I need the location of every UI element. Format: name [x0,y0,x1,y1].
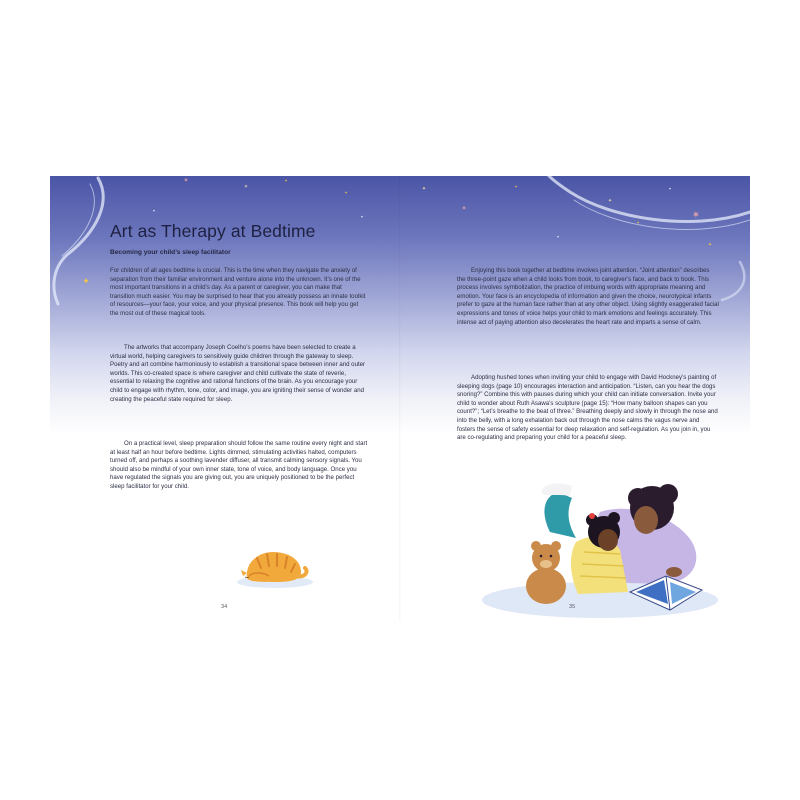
reading-together-illustration [480,472,720,622]
star-icon: ✦ [556,235,560,239]
star-icon: ✦ [707,242,713,248]
star-icon: ✶ [183,177,189,184]
star-icon: ✦ [344,190,348,195]
star-icon: ✦ [82,277,90,287]
page-number: 35 [569,604,576,610]
star-icon: ✶ [461,205,467,212]
body-paragraph: Enjoying this book together at bedtime involves joint attention. “Joint attention” describes the three-point gaze when a child looks from book, to caregiver’s face, and back to book. This process involves symbolization, the practice of imbuing words with appropriate meaning and emotion. Your face is an encyclopedia of information and given the choice, neurotypical infants prefer to gaze at the human face rather than at any other object. Using slightly exaggerated facial expressions and tones of voice helps your child to mark emotions and feelings accurately. This intense act of paying attention also decelerates the heart rate and imparts a sense of calm. [457,267,719,326]
star-icon: ✶ [243,184,249,190]
star-icon: ✶ [691,210,701,221]
page-subtitle: Becoming your child’s sleep facilitator [110,249,231,256]
swirl-right-thin [574,200,750,229]
book-spread [50,176,750,622]
star-icon: ✦ [514,184,518,189]
page-gutter [399,176,401,622]
star-icon: ✦ [360,215,364,219]
swirl-right [546,176,750,221]
body-paragraph: On a practical level, sleep preparation should follow the same routine every night and start at least half an hour before bedtime. Lights dimmed, stimulating activities halted, computers turned off, and perhaps a soothing lavender diffuser, all transmit calming sensory signals. You should also be mindful of your own inner state, tone of voice, and body language. Once you have regulated the signals you are giving out, you are uniquely positioned to be the perfect sleep facilitator for your child. [110,440,368,490]
swirl-left [54,178,103,304]
sleeping-cat-illustration [235,542,315,590]
star-icon: ✦ [668,187,672,191]
star-icon: ✦ [636,220,640,225]
body-paragraph: Adopting hushed tones when inviting your child to engage with David Hockney’s painting of sleeping dogs (page 10) encourages interaction and anticipation. “Listen, can you hear the dogs snoring?” Combine this with pauses during which your child can initiate conversation. Invite your child to wonder about Ruth Asawa’s sculpture (page 15): “How many balloon shapes can you count?”; “Let’s breathe to the beat of three.” Breathing deeply and slowly in through the nose and into the belly, with a long exhalation back out through the nose calms the vagus nerve and fosters the sense of safety essential for deep relaxation and self-regulation. As you join in, you are co-regulating and preparing your child for a peaceful sleep. [457,374,718,442]
body-paragraph: For children of all ages bedtime is crucial. This is the time when they navigate the anxiety of separation from their familiar environment and venture alone into the unknown. It’s one of the most important transitions in a child’s day. As a parent or caregiver, you can make that transition much easier. You may be surprised to hear that you already possess an innate toolkit of resources—your face, your voice, and your physical presence. This book will help you get the most out of these magical tools. [110,267,366,317]
star-icon: ✦ [284,178,288,183]
star-icon: ✦ [607,198,613,204]
star-icon: ✦ [152,209,156,213]
swirl-right-lower [722,262,744,300]
page-number: 34 [221,604,228,610]
page-title: Art as Therapy at Bedtime [110,221,316,241]
body-paragraph: The artworks that accompany Joseph Coelho’s poems have been selected to create a virtual world, helping caregivers to sensitively guide children through the gateway to sleep. Poetry and art combine harmoniously to establish a transitional space between inner and outer worlds. This co-created space is where caregiver and child cultivate the state of reverie, essential to relaxing the cognitive and rational functions of the brain. As you encourage your child to engage with rhythm, tone, color, and image, you are igniting their sense of wonder and creating the peaceful state required for sleep. [110,344,366,403]
star-icon: ✦ [421,186,427,192]
